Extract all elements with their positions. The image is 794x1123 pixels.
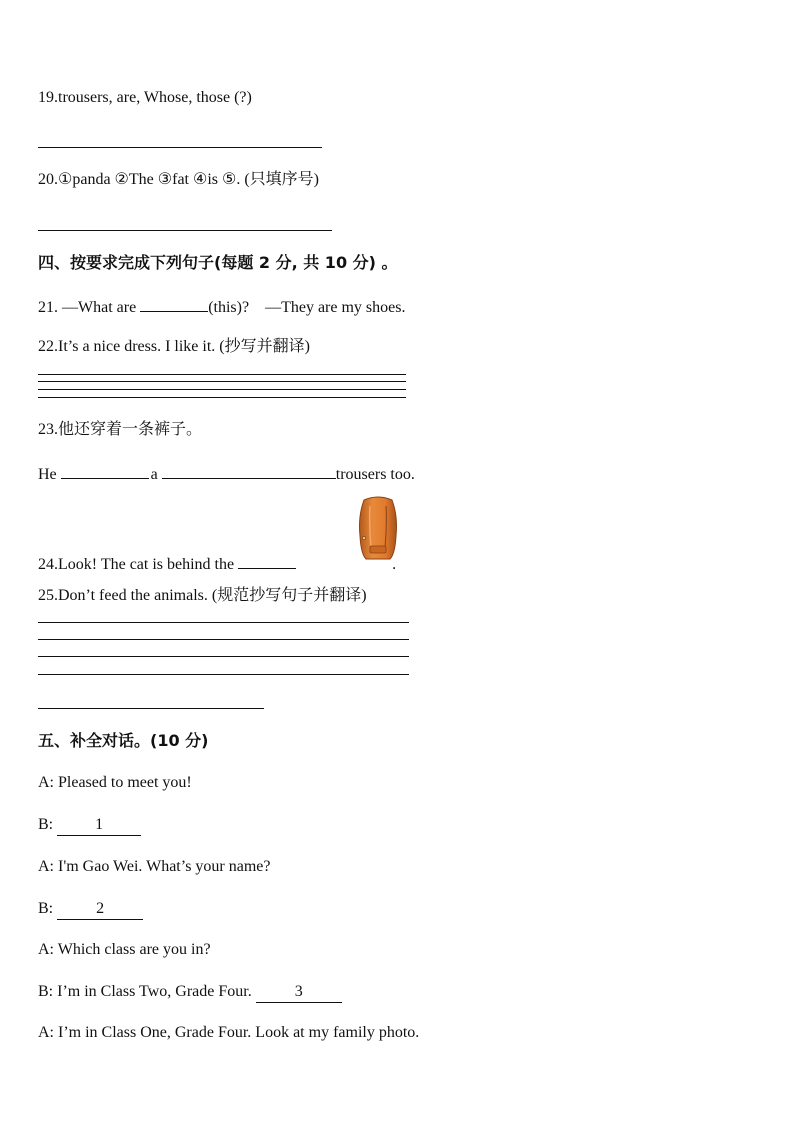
- dialogue-blank-3[interactable]: 3: [256, 982, 342, 1003]
- answer-line-22-3[interactable]: [38, 389, 406, 390]
- answer-line-20[interactable]: [38, 230, 332, 231]
- q23-a: a: [150, 466, 162, 483]
- answer-line-25-5[interactable]: [38, 708, 264, 709]
- orange-chair-icon: [356, 496, 400, 562]
- dialogue-line: [38, 1023, 419, 1043]
- dialogue-text: I’m in Class One, Grade Four. Look at my family photo.: [58, 1024, 420, 1041]
- answer-line-25-3[interactable]: [38, 656, 409, 657]
- question-19: 19.trousers, are, Whose, those (?): [38, 89, 252, 106]
- speaker: B:: [38, 983, 58, 1000]
- speaker: A:: [38, 941, 58, 958]
- dialogue-blank-2[interactable]: 2: [57, 899, 143, 920]
- dialogue-text: I’m in Class Two, Grade Four.: [57, 983, 256, 1000]
- question-24: [38, 552, 396, 575]
- q23-blank-1[interactable]: [61, 462, 149, 479]
- dialogue-text: Pleased to meet you!: [58, 774, 192, 791]
- dialogue-line: [38, 899, 143, 920]
- answer-line-22-4[interactable]: [38, 397, 406, 398]
- q24-blank[interactable]: [238, 552, 296, 569]
- answer-line-22-1[interactable]: [38, 374, 406, 375]
- question-20: 20.①panda ②The ③fat ④is ⑤. (只填序号): [38, 171, 320, 188]
- dialogue-line: [38, 815, 141, 836]
- question-22: 22.It’s a nice dress. I like it. (抄写并翻译): [38, 338, 310, 355]
- dialogue-text: I'm Gao Wei. What’s your name?: [58, 858, 271, 875]
- q21-suffix: —They are my shoes.: [265, 299, 406, 316]
- question-21: [38, 295, 405, 318]
- dialogue-line: [38, 940, 211, 960]
- dialogue-line: [38, 857, 271, 877]
- answer-line-25-2[interactable]: [38, 639, 409, 640]
- section-4-heading: 四、按要求完成下列句子(每题 2 分, 共 10 分) 。: [38, 253, 398, 272]
- q24-suffix: .: [392, 556, 397, 573]
- q23-trousers: trousers too.: [335, 466, 415, 483]
- section-5-heading: 五、补全对话。(10 分): [38, 731, 209, 750]
- speaker: A:: [38, 774, 58, 791]
- question-25: 25.Don’t feed the animals. (规范抄写句子并翻译): [38, 587, 367, 604]
- q23-blank-2[interactable]: [162, 462, 336, 479]
- q21-blank[interactable]: [140, 295, 208, 312]
- q24-prefix: 24.Look! The cat is behind the: [38, 556, 239, 573]
- dialogue-line: [38, 982, 342, 1003]
- dialogue-text: Which class are you in?: [57, 941, 211, 958]
- answer-line-25-1[interactable]: [38, 622, 409, 623]
- answer-line-25-4[interactable]: [38, 674, 409, 675]
- q23-he: He: [38, 466, 61, 483]
- speaker: B:: [38, 900, 58, 917]
- answer-line-22-2[interactable]: [38, 381, 406, 382]
- question-23: 23.他还穿着一条裤子。: [38, 421, 203, 438]
- q21-mid: (this)?: [208, 299, 250, 316]
- q21-prefix: 21. —What are: [38, 299, 141, 316]
- question-23-answer: [38, 462, 415, 485]
- speaker: B:: [38, 816, 58, 833]
- speaker: A:: [38, 858, 58, 875]
- answer-line-19[interactable]: [38, 147, 322, 148]
- speaker: A:: [38, 1024, 58, 1041]
- dialogue-line: [38, 773, 192, 793]
- dialogue-blank-1[interactable]: 1: [57, 815, 141, 836]
